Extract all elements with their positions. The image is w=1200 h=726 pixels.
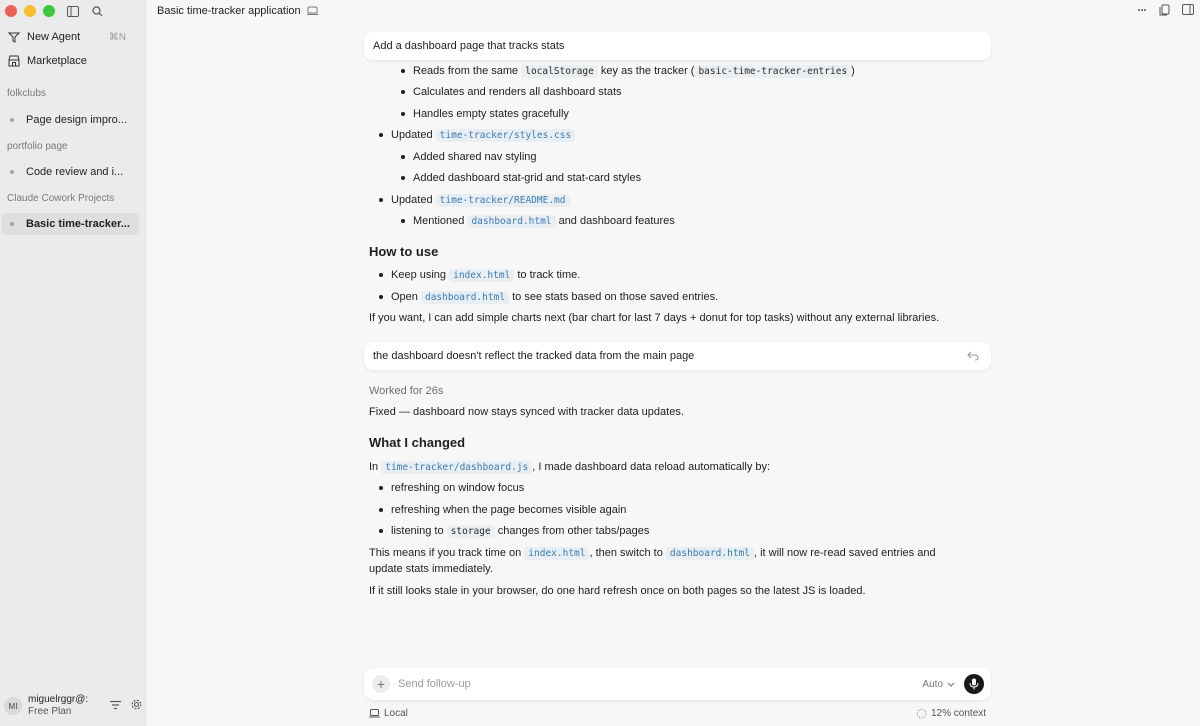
minimize-window-button[interactable] xyxy=(24,5,36,17)
context-label: 12% context xyxy=(931,708,987,719)
composer xyxy=(364,668,991,700)
file-link[interactable]: index.html xyxy=(524,547,589,560)
chevron-down-icon xyxy=(947,682,955,687)
marketplace-button[interactable] xyxy=(0,49,140,73)
context-usage xyxy=(916,708,986,719)
window-controls xyxy=(5,5,55,17)
sidebar xyxy=(0,0,146,726)
header xyxy=(146,0,1200,22)
page-title: Basic time-tracker application xyxy=(157,5,301,17)
paragraph: If you want, I can add simple charts next (bar chart for last 7 days + donut for top tasks) without any external libraries. xyxy=(369,312,940,324)
workspace-icon[interactable] xyxy=(307,6,318,16)
list-item: Added shared nav styling xyxy=(369,150,537,164)
toggle-sidebar-icon[interactable] xyxy=(66,4,80,18)
thread-title: Page design impro... xyxy=(26,114,127,126)
paragraph-continued: update stats immediately. xyxy=(369,563,493,575)
location-label: Local xyxy=(384,708,408,719)
group-label-folkclubs: folkclubs xyxy=(7,88,46,99)
user-name: miguelrggr@: xyxy=(28,694,89,705)
mode-selector[interactable] xyxy=(922,679,955,690)
list-item: refreshing when the page becomes visible again xyxy=(369,503,626,517)
marketplace-label: Marketplace xyxy=(27,55,87,67)
new-agent-label: New Agent xyxy=(27,31,81,43)
user-message xyxy=(364,342,991,370)
marketplace-icon xyxy=(7,54,21,68)
file-link[interactable]: index.html xyxy=(449,269,514,282)
file-link[interactable]: time-tracker/styles.css xyxy=(436,129,576,142)
inline-code: basic-time-tracker-entries xyxy=(694,65,851,78)
location-selector[interactable] xyxy=(369,708,408,719)
section-heading: How to use xyxy=(369,244,439,259)
search-icon[interactable] xyxy=(90,4,104,18)
filter-icon[interactable] xyxy=(110,699,121,713)
panel-toggle-icon[interactable] xyxy=(1182,4,1194,19)
new-agent-shortcut: ⌘N xyxy=(108,31,126,43)
inline-code: storage xyxy=(447,525,495,538)
file-link[interactable]: time-tracker/dashboard.js xyxy=(381,461,532,474)
thread-item[interactable] xyxy=(2,109,139,131)
follow-up-input[interactable] xyxy=(398,678,878,690)
list-item: Handles empty states gracefully xyxy=(369,107,569,121)
close-window-button[interactable] xyxy=(5,5,17,17)
list-item: Updated time-tracker/README.md xyxy=(369,193,570,208)
user-profile[interactable] xyxy=(4,692,142,720)
paragraph: If it still looks stale in your browser, do one hard refresh once on both pages so the latest JS is loaded. xyxy=(369,585,866,597)
paragraph: This means if you track time on index.html , then switch to dashboard.html , it will now re-read saved entries and xyxy=(369,547,936,559)
list-item: refreshing on window focus xyxy=(369,481,524,495)
list-item: listening to storage changes from other tabs/pages xyxy=(369,524,649,539)
section-heading: What I changed xyxy=(369,435,466,450)
mode-label: Auto xyxy=(922,678,943,690)
group-label-cowork: Claude Cowork Projects xyxy=(7,193,115,204)
list-item: Open dashboard.html to see stats based on those saved entries. xyxy=(369,290,718,305)
user-message-text: Add a dashboard page that tracks stats xyxy=(373,40,565,52)
file-link[interactable]: dashboard.html xyxy=(666,547,754,560)
list-item: Reads from the same localStorage key as the tracker ( basic-time-tracker-entries ) xyxy=(369,64,855,79)
thread-title: Code review and i... xyxy=(26,166,124,178)
list-item: Calculates and renders all dashboard stats xyxy=(369,85,622,99)
thread-title: Basic time-tracker... xyxy=(26,218,130,230)
gear-icon[interactable] xyxy=(131,699,142,713)
file-link[interactable]: dashboard.html xyxy=(421,291,509,304)
thread-item[interactable] xyxy=(2,161,139,183)
avatar: MI xyxy=(4,697,22,715)
list-item: Mentioned dashboard.html and dashboard features xyxy=(369,214,675,229)
file-link[interactable]: dashboard.html xyxy=(467,215,555,228)
list-item: Added dashboard stat-grid and stat-card styles xyxy=(369,171,641,185)
list-item: Updated time-tracker/styles.css xyxy=(369,128,575,143)
add-attachment-button[interactable]: + xyxy=(372,675,390,693)
copy-icon[interactable] xyxy=(1159,4,1170,19)
group-label-portfolio: portfolio page xyxy=(7,141,68,152)
inline-code: localStorage xyxy=(521,65,598,78)
undo-icon[interactable] xyxy=(967,351,979,361)
new-agent-button[interactable] xyxy=(0,25,140,49)
laptop-icon xyxy=(369,709,380,718)
user-plan: Free Plan xyxy=(28,706,72,717)
list-item: Keep using index.html to track time. xyxy=(369,268,580,283)
paragraph: In time-tracker/dashboard.js , I made dashboard data reload automatically by: xyxy=(369,461,771,473)
new-agent-icon xyxy=(7,30,21,44)
zoom-window-button[interactable] xyxy=(43,5,55,17)
microphone-button[interactable] xyxy=(964,674,984,694)
user-message xyxy=(364,32,991,60)
user-message-text: the dashboard doesn't reflect the tracked data from the main page xyxy=(373,350,695,362)
thread-item-active[interactable] xyxy=(2,213,139,235)
more-options-icon[interactable] xyxy=(1137,4,1147,19)
work-duration[interactable]: Worked for 26s xyxy=(369,385,444,397)
microphone-icon xyxy=(969,678,979,690)
file-link[interactable]: time-tracker/README.md xyxy=(436,194,570,207)
paragraph: Fixed — dashboard now stays synced with tracker data updates. xyxy=(369,406,684,418)
progress-ring-icon xyxy=(916,708,927,719)
